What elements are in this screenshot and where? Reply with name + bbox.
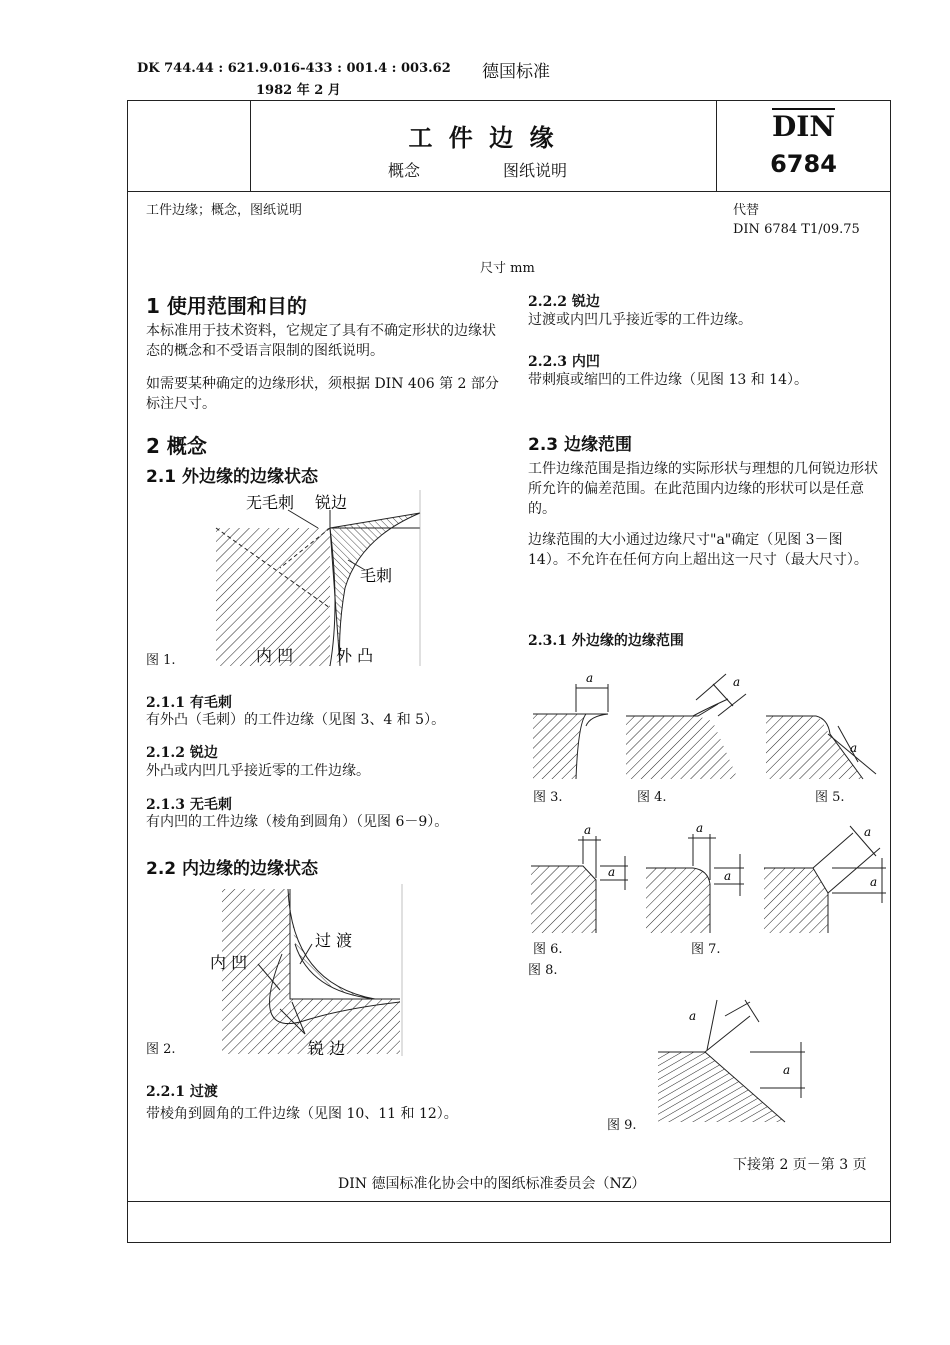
- figure-1: [200, 488, 425, 668]
- section-2-1-2-text: 外凸或内凹几乎接近零的工件边缘。: [146, 763, 370, 779]
- section-1-title: 1 使用范围和目的: [146, 294, 307, 318]
- header-bottom-line: [127, 191, 891, 192]
- fig6-dim-a-top: a: [584, 823, 592, 837]
- section-2-2-title: 2.2 内边缘的边缘状态: [146, 859, 319, 879]
- fig5-dim-a: a: [850, 741, 858, 755]
- section-2-3-1-title: 2.3.1 外边缘的边缘范围: [528, 633, 684, 649]
- footer-line: [127, 1201, 891, 1202]
- section-2-2-2-text: 过渡或内凹几乎接近零的工件边缘。: [528, 312, 752, 328]
- fig2-label-sharp: 锐 边: [308, 1039, 346, 1058]
- figure-6-drawing: [531, 823, 628, 933]
- figure-8-drawing: [764, 825, 886, 933]
- issue-date: 1982 年 2 月: [256, 83, 341, 98]
- section-2-1-title: 2.1 外边缘的边缘状态: [146, 467, 319, 487]
- fig4-dim-a: a: [733, 675, 741, 689]
- section-2-2-1-text: 带棱角到圆角的工件边缘（见图 10、11 和 12）。: [146, 1106, 458, 1122]
- fig2-label-trans: 过 渡: [315, 931, 353, 950]
- page-title: 工 件 边 缘: [408, 124, 558, 152]
- section-2-1-1-text: 有外凸（毛刺）的工件边缘（见图 3、4 和 5）。: [146, 712, 446, 728]
- section-2-2-2-title: 2.2.2 锐边: [528, 294, 600, 310]
- figure-1-caption: 图 1.: [146, 653, 176, 668]
- continuation-note: 下接第 2 页－第 3 页: [733, 1157, 867, 1173]
- section-2-3-para-1: 工件边缘范围是指边缘的实际形状与理想的几何锐边形状所允许的偏差范围。在此范围内边缘的形状可以是任意的。: [528, 461, 878, 517]
- fig1-burr-region: [330, 513, 420, 666]
- replace-value: DIN 6784 T1/09.75: [733, 222, 860, 237]
- section-2-2-3-title: 2.2.3 内凹: [528, 354, 600, 370]
- fig7-dim-a-top: a: [696, 821, 704, 835]
- fig1-label-sharp: 锐边: [315, 493, 348, 512]
- committee-note: DIN 德国标准化协会中的图纸标准委员会（NZ）: [338, 1176, 646, 1192]
- dk-classification: DK 744.44 : 621.9.016-433 : 001.4 : 003.62: [137, 61, 451, 76]
- figure-5-drawing: [766, 716, 876, 779]
- figure-9-caption: 图 9.: [607, 1118, 637, 1133]
- figure-7-caption: 图 7.: [691, 942, 721, 957]
- figure-6-caption: 图 6.: [533, 942, 563, 957]
- fig1-label-bur: 毛刺: [360, 566, 393, 585]
- fig1-label-nobur: 无毛刺: [246, 493, 295, 512]
- section-2-2-3-text: 带刺痕或缩凹的工件边缘（见图 13 和 14）。: [528, 372, 808, 388]
- section-2-1-3-title: 2.1.3 无毛刺: [146, 797, 232, 813]
- replace-label: 代替: [733, 203, 760, 218]
- fig1-label-in: 内 凹: [256, 646, 294, 665]
- fig6-dim-a-side: a: [608, 865, 616, 879]
- section-2-3-title: 2.3 边缘范围: [528, 435, 633, 455]
- section-2-2-1-title: 2.2.1 过渡: [146, 1084, 218, 1100]
- fig2-label-in: 内 凹: [210, 953, 248, 972]
- figure-4-caption: 图 4.: [637, 790, 667, 805]
- figure-3-drawing: [533, 671, 608, 779]
- fig7-dim-a-side: a: [724, 869, 732, 883]
- units-note: 尺寸 mm: [480, 261, 535, 276]
- section-2-3-para-2: 边缘范围的大小通过边缘尺寸"a"确定（见图 3－图 14）。不允许在任何方向上超出这一尺寸（最大尺寸）。: [528, 532, 868, 568]
- figure-3-caption: 图 3.: [533, 790, 563, 805]
- fig3-dim-a: a: [586, 671, 594, 685]
- standard-org: 德国标准: [482, 62, 550, 82]
- figure-2: [200, 884, 410, 1059]
- figure-9: [655, 998, 815, 1126]
- subtitle-drawing: 图纸说明: [503, 161, 568, 180]
- figures-3-4-5: [528, 664, 888, 786]
- figure-7-drawing: [646, 821, 744, 933]
- section-2-title: 2 概念: [146, 434, 207, 458]
- figure-2-caption: 图 2.: [146, 1042, 176, 1057]
- fig8-dim-a-side: a: [870, 875, 878, 889]
- subtitle-concept: 概念: [388, 161, 421, 180]
- figure-8-caption: 图 8.: [528, 963, 558, 978]
- fig9-dim-a-side: a: [783, 1063, 791, 1077]
- section-2-1-1-title: 2.1.1 有毛刺: [146, 695, 232, 711]
- section-1-para-1: 本标准用于技术资料，它规定了具有不确定形状的边缘状态的概念和不受语言限制的图纸说明。: [146, 323, 496, 359]
- section-2-1-2-title: 2.1.2 锐边: [146, 745, 218, 761]
- figure-4-drawing: [626, 674, 746, 779]
- standard-number: 6784: [770, 150, 837, 178]
- figure-5-caption: 图 5.: [815, 790, 845, 805]
- section-2-1-3-text: 有内凹的工件边缘（棱角到圆角）（见图 6－9）。: [146, 814, 449, 830]
- figures-6-7-8: [528, 818, 890, 936]
- din-logo: $\overline{DIN}$: [772, 110, 835, 143]
- section-1-para-2: 如需要某种确定的边缘形状，须根据 DIN 406 第 2 部分标注尺寸。: [146, 376, 499, 412]
- fig9-dim-a-diag: a: [689, 1009, 697, 1023]
- subject-line: 工件边缘；概念，图纸说明: [146, 203, 303, 218]
- fig8-dim-a-diag: a: [864, 825, 872, 839]
- fig1-leader-nobur: [288, 510, 318, 528]
- fig1-label-out: 外 凸: [336, 646, 374, 665]
